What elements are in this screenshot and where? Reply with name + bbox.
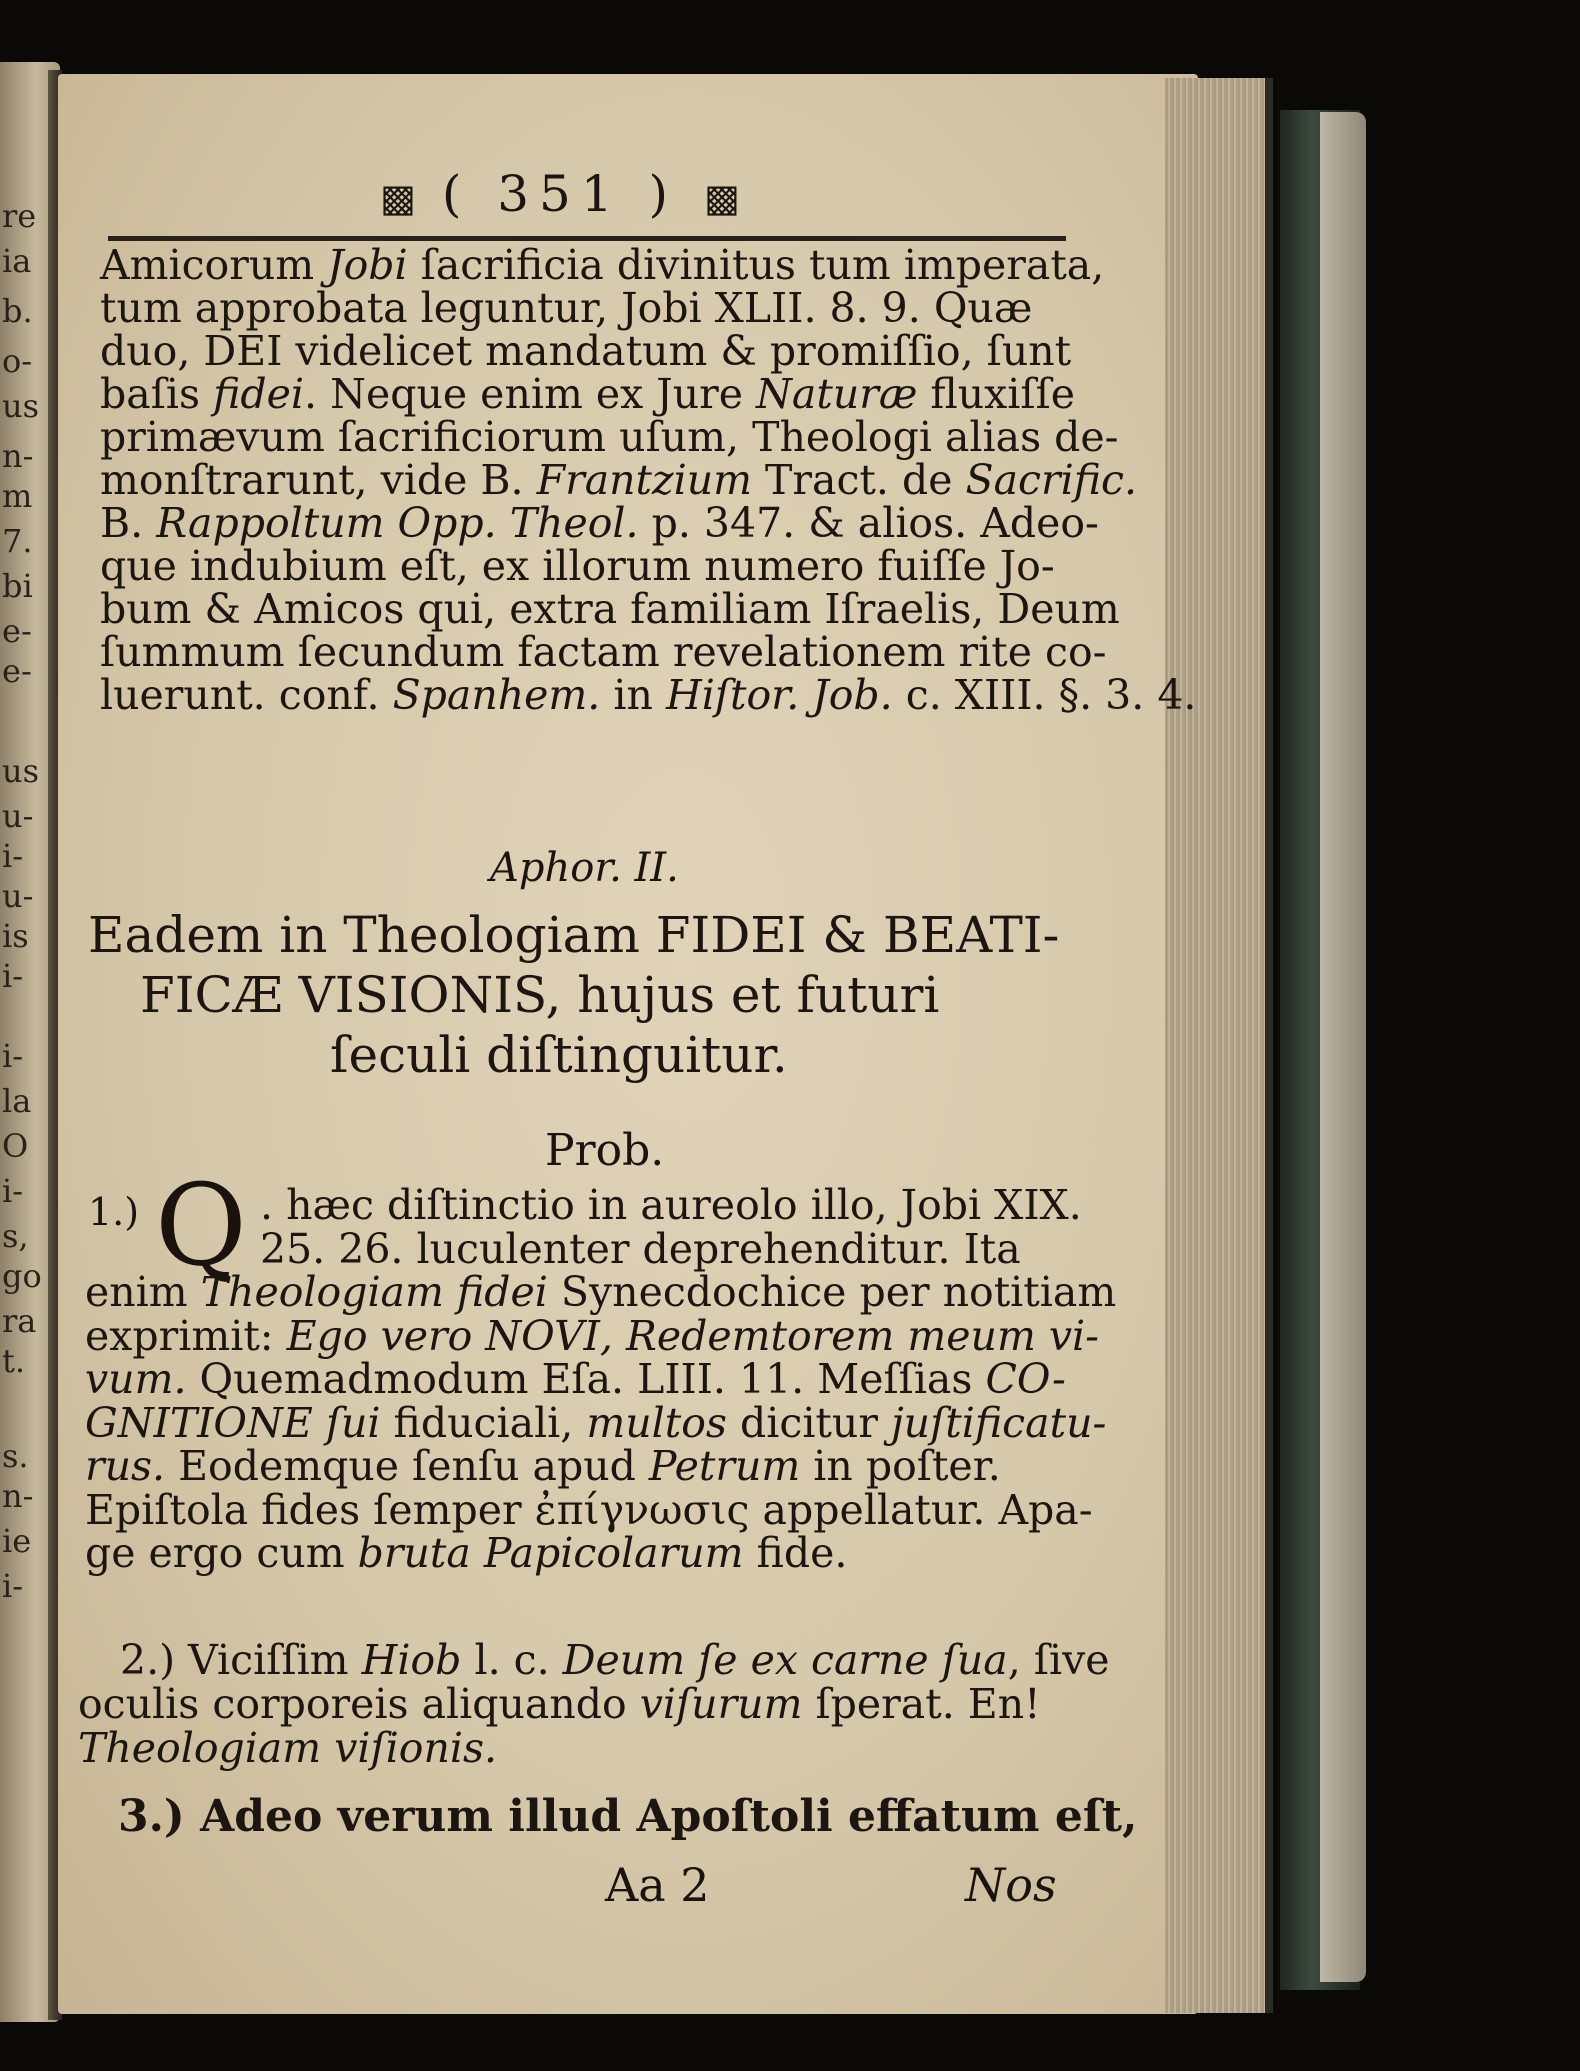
left-ornament-icon: ▩ [380, 176, 416, 220]
left-page-fragment: i- [2, 957, 24, 995]
left-page-fragment: u- [2, 797, 34, 835]
aphor-line: FICÆ VISIONIS, hujus et futuri [140, 966, 940, 1024]
left-page-fragment: t. [2, 1342, 26, 1380]
signature-mark: Aa 2 [605, 1858, 710, 1912]
para1-line: bum & Amicos qui, extra familiam Iſraelis, Deum [100, 585, 1120, 633]
left-page-fragment: la [2, 1082, 32, 1120]
aphor-line: ſeculi diſtinguitur. [330, 1026, 788, 1084]
item1-line: GNITIONE ſui fiduciali, multos dicitur juſtificatu- [85, 1398, 1107, 1447]
left-page-fragment: n- [2, 1477, 34, 1515]
left-page-fragment: n- [2, 437, 34, 475]
item1-line: . hæc diſtinctio in aureolo illo, Jobi XIX. [260, 1181, 1082, 1229]
item1-line: enim Theologiam fidei Synecdochice per notitiam [85, 1268, 1117, 1316]
left-page-fragment: bi [2, 567, 33, 605]
aphorism-label: Aphor. II. [490, 845, 679, 891]
left-page-fragment: i- [2, 1037, 24, 1075]
left-page-fragment: s, [2, 1217, 29, 1255]
page-number: ( 351 ) [441, 165, 679, 223]
left-page-fragment: e- [2, 612, 32, 650]
left-page-fragment: 7. [2, 522, 33, 560]
right-ornament-icon: ▩ [703, 176, 740, 220]
prob-label: Prob. [545, 1125, 665, 1176]
left-page-fragment: i- [2, 1172, 24, 1210]
item1-line: ge ergo cum bruta Papicolarum fide. [85, 1529, 848, 1577]
left-page-fragment: ia [2, 242, 32, 280]
left-page-fragment: ie [2, 1522, 32, 1560]
left-page-fragment: o- [2, 342, 33, 380]
left-page-fragment: m [2, 477, 33, 515]
item1-line: 25. 26. luculenter deprehenditur. Ita [260, 1224, 1021, 1273]
page-header [380, 165, 740, 223]
item2-line: 2.) Viciſſim Hiob l. c. Deum ſe ex carne ſua, ſive [120, 1636, 1110, 1684]
left-page-fragment: is [2, 917, 29, 955]
para1-line: primævum ſacrificiorum uſum, Theologi alias de- [100, 413, 1119, 461]
left-page-fragment: re [2, 197, 37, 235]
left-page-fragment: e- [2, 652, 32, 690]
left-page-fragment: b. [2, 292, 33, 330]
page-edges [1165, 78, 1273, 2013]
para1-line: que indubium eſt, ex illorum numero fuiſſe Jo- [100, 542, 1055, 590]
item1-line: exprimit: Ego vero NOVI, Redemtorem meum vi- [85, 1311, 1099, 1360]
para1-line: B. Rappoltum Opp. Theol. p. 347. & alios. Adeo- [100, 499, 1099, 547]
para1-line: monſtrarunt, vide B. Frantzium Tract. de Sacrific. [100, 456, 1138, 504]
left-page-fragment: us [2, 387, 40, 425]
item2-line: Theologiam viſionis. [78, 1724, 498, 1772]
item2-line: oculis corporeis aliquando viſurum ſperat. En! [78, 1680, 1041, 1728]
para1-line: duo, DEI videlicet mandatum & promiſſio, ſunt [100, 327, 1072, 375]
book-spine [1320, 112, 1366, 1982]
catchword: Nos [965, 1858, 1057, 1912]
item-1-number: 1.) [88, 1190, 140, 1234]
left-page-fragment: O [2, 1127, 29, 1165]
para1-line: ſummum ſecundum factam revelationem rite co- [100, 628, 1107, 676]
drop-cap: Q [155, 1161, 247, 1291]
aphor-line: Eadem in Theologiam FIDEI & BEATI- [88, 906, 1060, 964]
left-page-fragment: u- [2, 877, 34, 915]
left-page-fragment: s. [2, 1437, 29, 1475]
left-page-fragment: ra [2, 1302, 37, 1340]
para1-line: baſis fidei. Neque enim ex Jure Naturæ fluxiſſe [100, 370, 1076, 418]
left-page-fragment: i- [2, 1567, 24, 1605]
item1-line: Epiſtola fides ſemper ἐπίγνωσις appellatur. Apa- [85, 1485, 1093, 1534]
item1-line: rus. Eodemque ſenſu apud Petrum in poſter. [85, 1442, 1001, 1490]
left-page-fragment: go [2, 1257, 42, 1295]
para1-line: tum approbata leguntur, Jobi XLII. 8. 9. Quæ [100, 284, 1033, 332]
item1-line: vum. Quemadmodum Eſa. LIII. 11. Meſſias CO- [85, 1355, 1066, 1403]
left-page-fragment: i- [2, 837, 24, 875]
item-3-line: 3.) Adeo verum illud Apoſtoli effatum eſt, [118, 1791, 1138, 1842]
para1-line: luerunt. conf. Spanhem. in Hiſtor. Job. c. XIII. §. 3. 4. [100, 671, 1197, 719]
left-page-fragment: us [2, 752, 40, 790]
para1-line: Amicorum Jobi ſacrificia divinitus tum imperata, [100, 241, 1105, 289]
